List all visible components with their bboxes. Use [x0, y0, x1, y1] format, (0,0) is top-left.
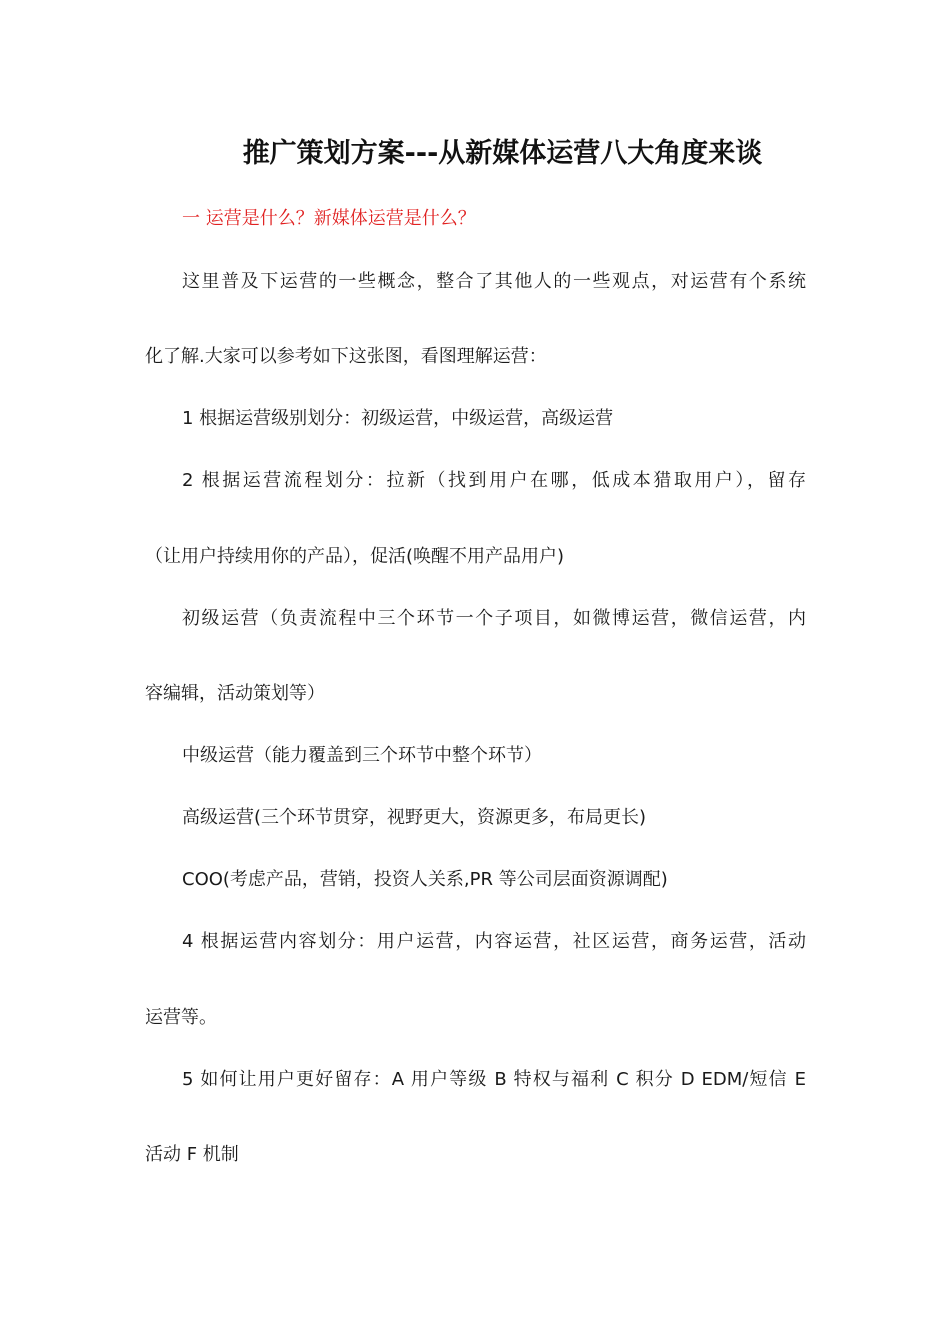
paragraph-4-line-1: 初级运营（负责流程中三个环节一个子项目，如微博运营，微信运营，内	[182, 608, 806, 629]
paragraph-1-line-1: 这里普及下运营的一些概念，整合了其他人的一些观点，对运营有个系统	[182, 271, 806, 292]
paragraph-7: COO(考虑产品，营销，投资人关系,PR 等公司层面资源调配)	[182, 869, 668, 890]
paragraph-3-line-2: （让用户持续用你的产品），促活(唤醒不用产品用户)	[145, 546, 565, 567]
paragraph-8-line-2: 运营等。	[145, 1007, 217, 1028]
document-title: 推广策划方案---从新媒体运营八大角度来谈	[242, 138, 763, 169]
paragraph-3-line-1: 2 根据运营流程划分：拉新（找到用户在哪，低成本猎取用户），留存	[182, 470, 806, 491]
paragraph-1-line-2: 化了解.大家可以参考如下这张图，看图理解运营：	[145, 346, 547, 367]
paragraph-2: 1 根据运营级别划分：初级运营，中级运营，高级运营	[182, 408, 614, 429]
paragraph-4-line-2: 容编辑，活动策划等）	[145, 683, 325, 704]
paragraph-5: 中级运营（能力覆盖到三个环节中整个环节）	[182, 745, 542, 766]
paragraph-9-line-1: 5 如何让用户更好留存：A 用户等级 B 特权与福利 C 积分 D EDM/短信 E	[182, 1069, 806, 1090]
paragraph-6: 高级运营(三个环节贯穿，视野更大，资源更多，布局更长)	[182, 807, 647, 828]
section-heading: 一 运营是什么？新媒体运营是什么？	[182, 208, 476, 229]
paragraph-8-line-1: 4 根据运营内容划分：用户运营，内容运营，社区运营，商务运营，活动	[182, 931, 806, 952]
paragraph-9-line-2: 活动 F 机制	[145, 1144, 239, 1165]
